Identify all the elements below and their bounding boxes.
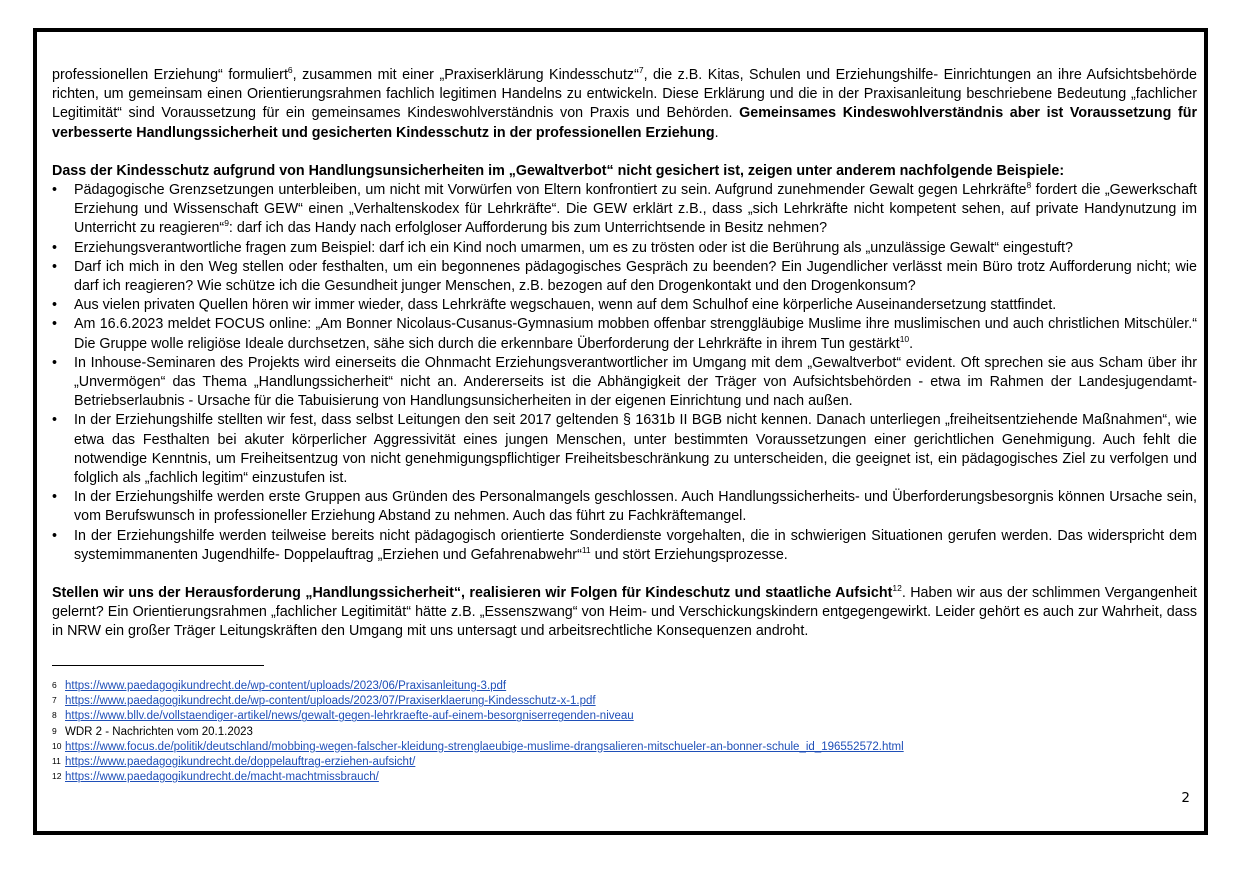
bullet-icon: •	[52, 239, 58, 256]
list-item: • Aus vielen privaten Quellen hören wir immer wieder, dass Lehrkräfte wegschauen, wenn auf dem Schulhof eine körperliche Auseinandersetzung stattfindet.	[52, 296, 1197, 315]
list-item: • In der Erziehungshilfe stellten wir fest, dass selbst Leitungen den seit 2017 geltenden § 1631b II BGB nicht kennen. Danach unterliegen „freiheitsentziehende Maßnahmen“, wie etwa das Festhalten bei akuter körperlicher Aggressivität eines jungen Menschen, unter bestimmten Voraussetzungen einer gerichtlichen Genehmigung. Auch fehlt die notwendige Kenntnis, um Freiheitsentzug von nicht genehmigungspflichtiger Freiheitsbeschränkung zu unterscheiden, die geeignet ist, ein pädagogisches Ziel zu verfolgen und folglich als „fachlich legitim“ einzustufen ist.	[52, 412, 1197, 487]
page-number: 2	[1181, 790, 1190, 806]
footnote-7: 7 https://www.paedagogikundrecht.de/wp-content/uploads/2023/07/Praxiserklaerung-Kindesschutz-x-1.pdf	[52, 695, 596, 708]
bullet-icon: •	[52, 354, 58, 371]
list-item: • In der Erziehungshilfe werden teilweise bereits nicht pädagogisch orientierte Sonderdienste vorgehalten, die in schwierigen Situationen gerufen werden. Das widerspricht dem systemimmanenten Jugendhilfe- Doppelauftrag „Erziehen und Gefahrenabwehr“$^{11}$ und stört Erziehungsprozesse.	[52, 527, 1197, 563]
footnote-ref-6[interactable]: 6	[287, 65, 293, 76]
footnote-12: 12 https://www.paedagogikundrecht.de/macht-machtmissbrauch/	[52, 771, 379, 784]
footnote-ref-12[interactable]: 12	[892, 583, 902, 594]
footnote-link[interactable]: https://www.paedagogikundrecht.de/doppelauftrag-erziehen-aufsicht/	[65, 756, 416, 769]
list-item: • Pädagogische Grenzsetzungen unterbleiben, um nicht mit Vorwürfen von Eltern konfrontiert zu sein. Aufgrund zunehmender Gewalt gegen Lehrkräfte$^8$ fordert die „Gewerkschaft Erziehung und Wissenschaft GEW“ einen „Verhaltenskodex für Lehrkräfte“. Die GEW erklärt z.B., dass „sich Lehrkräfte nicht kompetent sehen, auf private Handynutzung im Unterricht zu reagieren“$^9$: darf ich das Handy nach erfolgloser Aufforderung bis zum Unterrichtsende in Besitz nehmen?	[52, 180, 1197, 237]
list-item: • In der Erziehungshilfe werden erste Gruppen aus Gründen des Personalmangels geschlossen. Auch Handlungssicherheits- und Überforderungsbesorgnis können Ursache sein, vom Berufswunsch in professioneller Erziehung Abstand zu nehmen. Auch das führt zu Fachkräftemangel.	[52, 489, 1197, 525]
list-item: • Am 16.6.2023 meldet FOCUS online: „Am Bonner Nicolaus-Cusanus-Gymnasium mobben offenbar strenggläubige Muslime ihre muslimischen und auch christlichen Mitschüler.“ Die Gruppe wolle religiöse Ideale durchsetzen, sähe sich durch die erkennbare Überforderung der Lehrkräfte in ihrem Tun gestärkt$^{10}$.	[52, 316, 1197, 352]
bullet-icon: •	[52, 182, 58, 199]
footnote-ref-9[interactable]: 9	[224, 218, 229, 229]
footnote-separator	[52, 665, 264, 666]
footnote-link[interactable]: https://www.paedagogikundrecht.de/wp-content/uploads/2023/06/Praxisanleitung-3.pdf	[65, 680, 507, 692]
examples-list	[52, 181, 1197, 565]
page-frame	[33, 28, 1208, 835]
examples-heading: Dass der Kindesschutz aufgrund von Handlungsunsicherheiten im „Gewaltverbot“ nicht gesichert ist, zeigen unter anderem nachfolgende Beispiele:	[52, 162, 1065, 179]
intro-bold-statement: Gemeinsames Kindeswohlverständnis aber ist Voraussetzung für verbesserte Handlungssicherheit und gesicherten Kindesschutz in der professionellen Erziehung	[52, 105, 1198, 141]
closing-bold-statement: Stellen wir uns der Herausforderung „Handlungssicherheit“, realisieren wir Folgen für Kindeschutz und staatliche Aufsicht	[52, 585, 893, 602]
closing-paragraph: Stellen wir uns der Herausforderung „Handlungssicherheit“, realisieren wir Folgen für Kindeschutz und staatliche Aufsicht$^{12}$. Haben wir aus der schlimmen Vergangenheit gelernt? Ein Orientierungsrahmen „fachlicher Legitimität“ hätte z.B. „Essenszwang“ von Heim- und Verschickungskindern entgegengewirkt. Leider gehört es auch zur Wahrheit, dass in NRW ein großer Träger Leitungskräften den Umgang mit uns untersagt und arbeitsrechtliche Konsequenzen androht.	[52, 583, 1198, 640]
footnote-ref-11[interactable]: 11	[581, 545, 591, 556]
footnote-ref-8[interactable]: 8	[1026, 180, 1032, 191]
bullet-icon: •	[52, 527, 58, 544]
bullet-icon: •	[52, 316, 58, 333]
footnote-link[interactable]: https://www.bllv.de/vollstaendiger-artikel/news/gewalt-gegen-lehrkraefte-auf-einem-besorgniserregenden-niveau	[65, 710, 634, 723]
bullet-icon: •	[52, 297, 58, 314]
bullet-icon: •	[52, 258, 58, 275]
list-item: • Darf ich mich in den Weg stellen oder festhalten, um ein begonnenes pädagogisches Gespräch zu beenden? Ein Jugendlicher verlässt mein Büro trotz Aufforderung nicht; wie darf ich reagieren? Wie schütze ich die Gesundheit junger Menschen, z.B. bezogen auf den Drogenkontakt und den Drogenkonsum?	[52, 258, 1197, 295]
footnote-text: WDR 2 - Nachrichten vom 20.1.2023	[65, 725, 253, 738]
footnote-ref-10[interactable]: 10	[899, 333, 910, 344]
body-text	[52, 66, 1197, 642]
bullet-icon: •	[52, 489, 58, 506]
footnote-ref-7[interactable]: 7	[638, 65, 644, 76]
footnote-9: 9 WDR 2 - Nachrichten vom 20.1.2023	[52, 725, 253, 738]
footnote-link[interactable]: https://www.paedagogikundrecht.de/wp-content/uploads/2023/07/Praxiserklaerung-Kindesschutz-x-1.pdf	[65, 695, 596, 708]
list-item: • Erziehungsverantwortliche fragen zum Beispiel: darf ich ein Kind noch umarmen, um es zu trösten oder ist die Berührung als „unzulässige Gewalt“ eingestuft?	[52, 239, 1197, 258]
footnote-10: 10 https://www.focus.de/politik/deutschland/mobbing-wegen-falscher-kleidung-strenglaeubige-muslime-drangsalieren-mitschueler-an-bonner-schule_id_196552572.html	[52, 740, 904, 753]
footnote-6: 6 https://www.paedagogikundrecht.de/wp-content/uploads/2023/06/Praxisanleitung-3.pdf	[52, 680, 507, 692]
intro-paragraph: professionellen Erziehung“ formuliert$^6$, zusammen mit einer „Praxiserklärung Kindesschutz“$^7$, die z.B. Kitas, Schulen und Erziehungshilfe- Einrichtungen an ihre Aufsichtsbehörde richten, um gemeinsam einen Orientierungsrahmen fachlich legitimen Handelns zu entwickeln. Diese Erklärung und die in der Praxisanleitung beschriebene Bedeutung „fachlicher Legitimität“ sind Voraussetzung für ein gemeinsames Kindeswohlverständnis von Praxis und Behörden. Gemeinsames Kindeswohlverständnis aber ist Voraussetzung für verbesserte Handlungssicherheit und gesicherten Kindesschutz in der professionellen Erziehung.	[52, 65, 1198, 141]
footnotes	[52, 679, 1192, 785]
bullet-icon: •	[52, 412, 58, 429]
footnote-link[interactable]: https://www.paedagogikundrecht.de/macht-machtmissbrauch/	[65, 771, 379, 784]
footnote-8: 8 https://www.bllv.de/vollstaendiger-artikel/news/gewalt-gegen-lehrkraefte-auf-einem-besorgniserregenden-niveau	[52, 710, 634, 723]
footnote-11: 11 https://www.paedagogikundrecht.de/doppelauftrag-erziehen-aufsicht/	[52, 756, 416, 769]
list-item: • In Inhouse-Seminaren des Projekts wird einerseits die Ohnmacht Erziehungsverantwortlicher im Umgang mit dem „Gewaltverbot“ evident. Oft sprechen sie aus Scham über ihr „Unvermögen“ das Thema „Handlungssicherheit“ nicht an. Andererseits ist die Abhängigkeit der Träger von Aufsichtsbehörden - etwa im Rahmen der Landesjugendamt- Betriebserlaubnis - Ursache für die Tabuisierung von Handlungsunsicherheiten in der eigenen Einrichtung und nach außen.	[52, 354, 1197, 410]
footnote-link[interactable]: https://www.focus.de/politik/deutschland/mobbing-wegen-falscher-kleidung-strenglaeubige-muslime-drangsalieren-mitschueler-an-bonner-schule_id_196552572.html	[65, 740, 904, 753]
